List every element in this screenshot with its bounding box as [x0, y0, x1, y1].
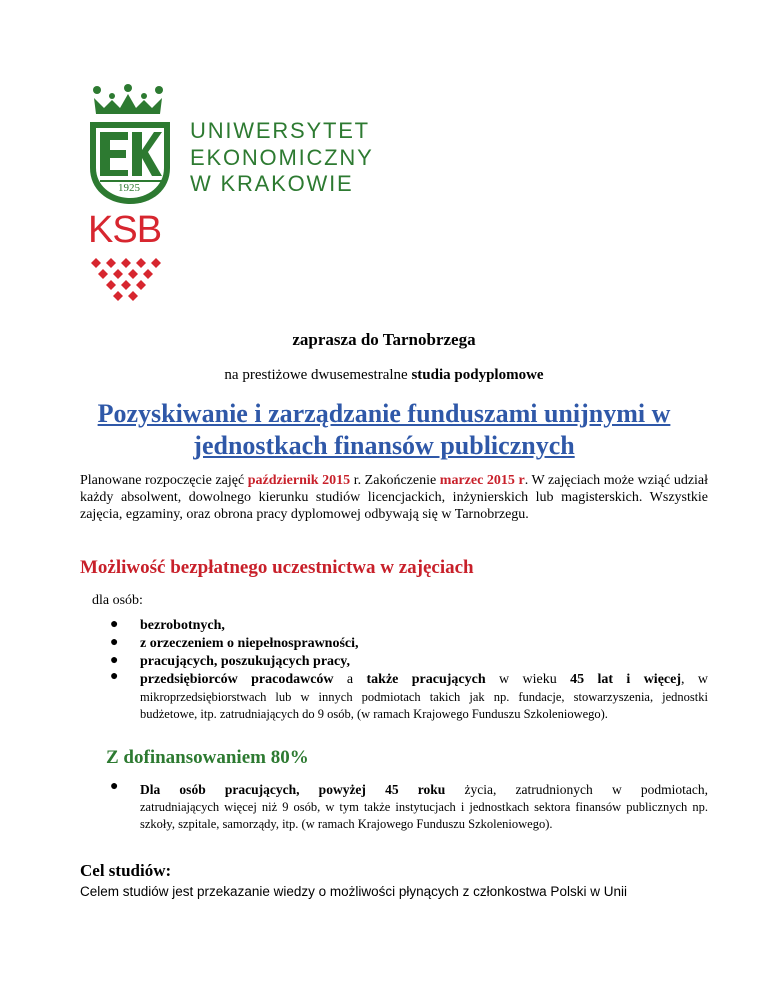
list-item-text: życia, zatrudnionych w podmiotach,: [445, 782, 708, 797]
bullet-icon: ●: [110, 779, 119, 794]
course-title: Pozyskiwanie i zarządzanie funduszami unijnymi w jednostkach finansów publicznych: [97, 399, 671, 460]
list-item-continuation: mikroprzedsiębiorstwach lub w innych podmiotach takich jak np. fundacje, stowarzyszenia, jednostki budżetowe, itp. zatrudniających do 9 osób, (w ramach Krajowego Funduszu Szkoleniowego).: [140, 690, 708, 721]
university-line: UNIWERSYTET: [190, 118, 370, 143]
list-item-text: , w: [681, 672, 708, 687]
end-date: marzec 2015 r: [439, 473, 525, 488]
invite-bold: studia podyplomowe: [411, 367, 544, 383]
eligible-label: dla osób:: [92, 593, 143, 608]
start-date: październik 2015: [247, 473, 351, 488]
list-item-text: pracujących, poszukujących pracy,: [140, 654, 350, 669]
intro-text: r. Zakończenie: [350, 473, 440, 488]
list-item-continuation: zatrudniających więcej niż 9 osób, w tym także instytucjach i jednostkach sektora finansów publicznych np. szkoły, szpitale, samorządy, itp. (w ramach Krajowego Funduszu Szkoleniowego).: [140, 800, 708, 831]
list-item-bold: przedsiębiorców pracodawców: [140, 672, 334, 687]
list-item-bold: 45 lat i więcej: [570, 672, 681, 687]
founding-year: 1925: [118, 182, 140, 194]
intro-paragraph: [80, 472, 708, 523]
bullet-icon: ●: [110, 669, 119, 684]
list-item-bold: także pracujących: [366, 672, 486, 687]
list-item-first-line: [140, 780, 708, 799]
list-item-text: z orzeczeniem o niepełnosprawności,: [140, 636, 359, 651]
cofunding-heading: Z dofinansowaniem 80%: [106, 747, 309, 768]
list-item-text: bezrobotnych,: [140, 618, 225, 633]
invite-heading: zaprasza do Tarnobrzega: [292, 330, 476, 349]
university-logo: [88, 84, 388, 314]
crown-icon: [88, 84, 168, 118]
intro-text: Planowane rozpoczęcie zajęć: [80, 473, 248, 488]
bullet-icon: ●: [110, 635, 119, 650]
goal-text: Celem studiów jest przekazanie wiedzy o możliwości płynących z członkostwa Polski w Unii: [80, 884, 627, 899]
intro-text: . W zajęciach może wziąć udział każdy absolwent, dowolnego kierunku studiów licencjackich, inżynierskich lub magisterskich. Wszystkie zajęcia, egzaminy, oraz obrona pracy dyplomowej odbywają się w Tarnobrzegu.: [80, 473, 709, 522]
university-line: W KRAKOWIE: [190, 171, 354, 196]
ksb-logo-text: KSB: [88, 209, 162, 251]
invite-text: na prestiżowe dwusemestralne: [224, 367, 412, 383]
list-item: [110, 780, 708, 833]
list-item-bold: Dla osób pracujących, powyżej 45 roku: [140, 782, 446, 797]
list-item-first-line: [140, 670, 708, 689]
goal-heading: Cel studiów:: [80, 861, 172, 880]
list-item-text: w wieku: [485, 672, 571, 687]
bullet-icon: ●: [110, 653, 119, 668]
invite-subheading: [0, 367, 768, 384]
list-item: [110, 670, 708, 723]
university-line: EKONOMICZNY: [190, 144, 374, 170]
list-item-text: a: [333, 672, 367, 687]
bullet-icon: ●: [110, 617, 119, 632]
free-participation-heading: Możliwość bezpłatnego uczestnictwa w zajęciach: [80, 557, 474, 578]
ksb-diamond-icon: [90, 256, 174, 304]
university-name: [190, 118, 374, 198]
